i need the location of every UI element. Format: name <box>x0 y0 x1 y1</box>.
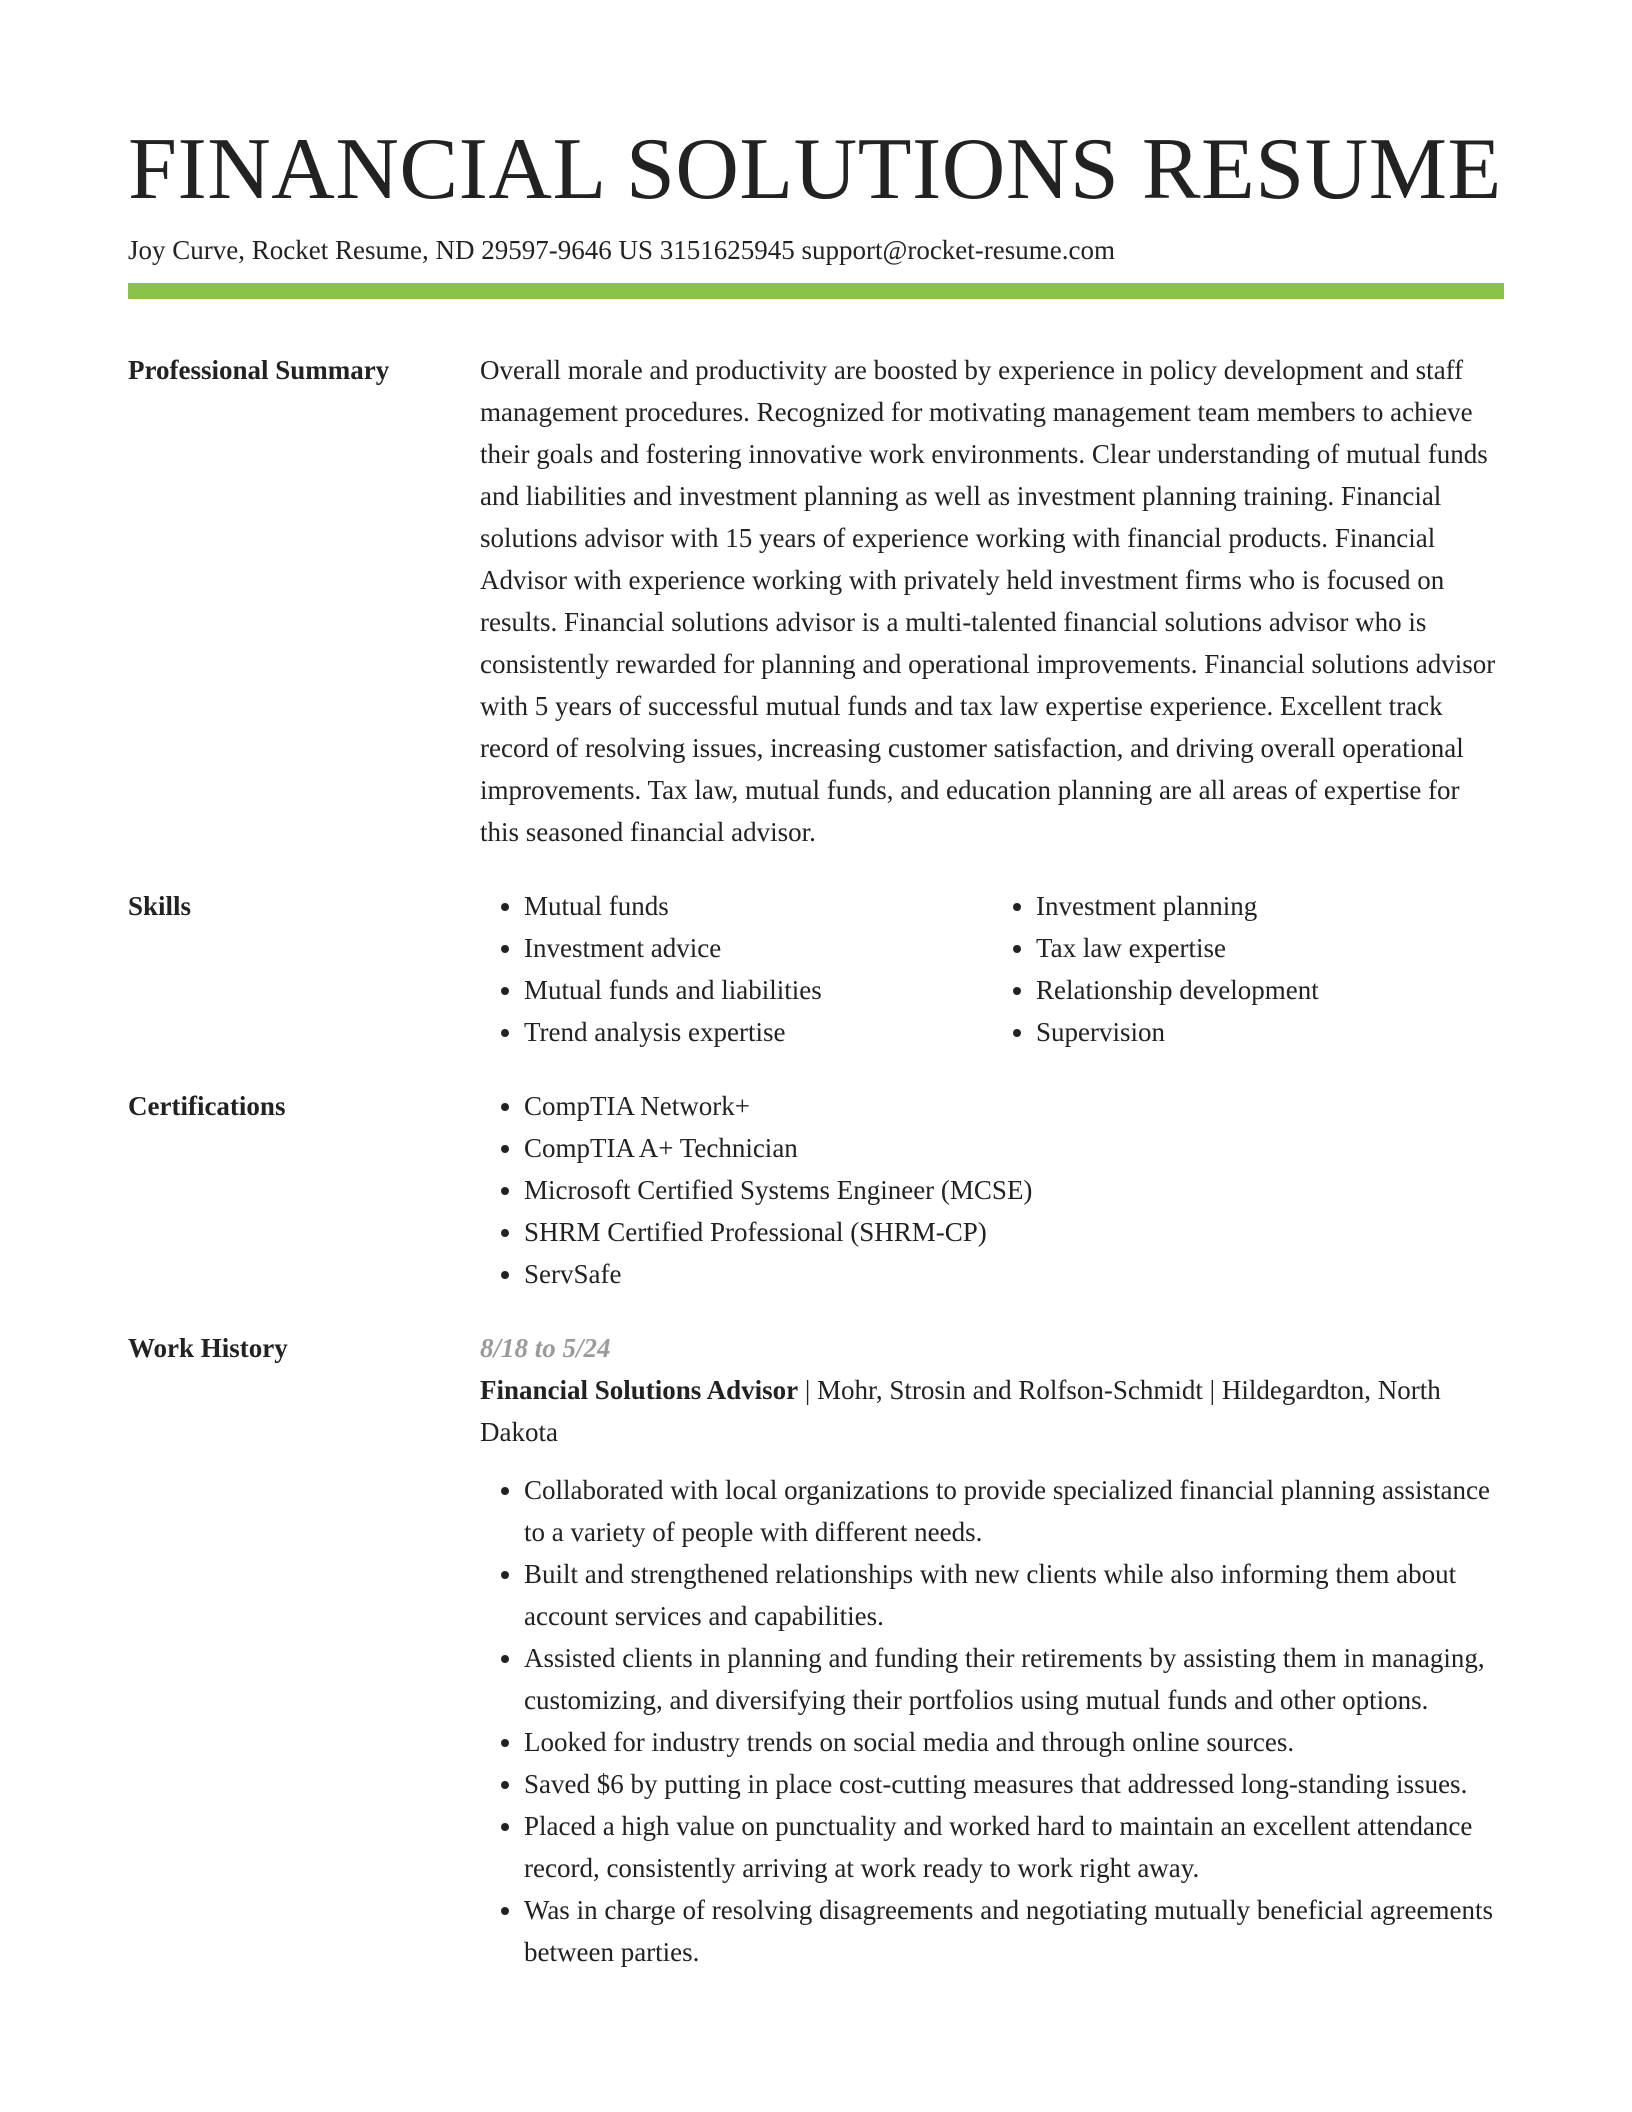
work-history-section <box>128 1327 1504 1973</box>
skills-list-left <box>480 885 992 1053</box>
contact-email: support@rocket-resume.com <box>801 235 1115 265</box>
skill-item: • Mutual funds <box>524 885 992 927</box>
summary-label: Professional Summary <box>128 355 390 385</box>
job-bullet: • Saved $6 by putting in place cost-cutting measures that addressed long-standing issues. <box>524 1763 1504 1805</box>
job-bullet: • Was in charge of resolving disagreements and negotiating mutually beneficial agreements between parties. <box>524 1889 1504 1973</box>
certification-item: • Microsoft Certified Systems Engineer (MCSE) <box>524 1169 1504 1211</box>
job-bullet: • Built and strengthened relationships with new clients while also informing them about account services and capabilities. <box>524 1553 1504 1637</box>
job-dates: 8/18 to 5/24 <box>480 1333 611 1363</box>
job-title: Financial Solutions Advisor <box>480 1375 799 1405</box>
work-history-label: Work History <box>128 1333 288 1363</box>
job-bullet: • Collaborated with local organizations to provide specialized financial planning assistance to a variety of people with different needs. <box>524 1469 1504 1553</box>
skill-item: • Tax law expertise <box>1036 927 1504 969</box>
certifications-label: Certifications <box>128 1091 286 1121</box>
job-bullet: • Assisted clients in planning and funding their retirements by assisting them in managing, customizing, and diversifying their portfolios using mutual funds and other options. <box>524 1637 1504 1721</box>
certification-item: • ServSafe <box>524 1253 1504 1295</box>
job-heading <box>480 1369 1504 1453</box>
skill-item: • Relationship development <box>1036 969 1504 1011</box>
skills-label: Skills <box>128 891 192 921</box>
contact-phone: 3151625945 <box>659 235 795 265</box>
contact-line <box>128 233 1504 267</box>
certification-item: • SHRM Certified Professional (SHRM-CP) <box>524 1211 1504 1253</box>
job-bullets <box>480 1469 1504 1973</box>
certifications-list <box>480 1085 1504 1295</box>
skill-item: • Supervision <box>1036 1011 1504 1053</box>
certifications-section <box>128 1085 1504 1295</box>
job-bullet: • Looked for industry trends on social media and through online sources. <box>524 1721 1504 1763</box>
resume-title: FINANCIAL SOLUTIONS RESUME <box>128 121 1502 218</box>
summary-section <box>128 349 1504 853</box>
job-details: | Mohr, Strosin and Rolfson-Schmidt | Hildegardton, North Dakota <box>480 1375 1441 1447</box>
skill-item: • Mutual funds and liabilities <box>524 969 992 1011</box>
contact-address: Rocket Resume, ND 29597-9646 US <box>251 235 653 265</box>
resume-page <box>128 0 1504 1973</box>
summary-text: Overall morale and productivity are boosted by experience in policy development and staff management procedures. Recognized for motivating management team members to achieve their goals and fostering innovative work environments. Clear understanding of mutual funds and liabilities and investment planning as well as investment planning training. Financial solutions advisor with 15 years of experience working with financial products. Financial Advisor with experience working with privately held investment firms who is focused on results. Financial solutions advisor is a multi-talented financial solutions advisor who is consistently rewarded for planning and operational improvements. Financial solutions advisor with 5 years of successful mutual funds and tax law expertise experience. Excellent track record of resolving issues, increasing customer satisfaction, and driving overall operational improvements. Tax law, mutual funds, and education planning are all areas of expertise for this seasoned financial advisor. <box>480 355 1496 847</box>
contact-name: Joy Curve, <box>128 235 245 265</box>
certification-item: • CompTIA Network+ <box>524 1085 1504 1127</box>
job-bullet: • Placed a high value on punctuality and worked hard to maintain an excellent attendance record, consistently arriving at work ready to work right away. <box>524 1805 1504 1889</box>
work-history-body <box>480 1327 1504 1973</box>
certifications-body <box>480 1085 1504 1295</box>
skills-body <box>480 885 1504 1053</box>
header-divider <box>128 283 1504 299</box>
skill-item: • Investment advice <box>524 927 992 969</box>
certification-item: • CompTIA A+ Technician <box>524 1127 1504 1169</box>
skills-list-right <box>992 885 1504 1053</box>
summary-body <box>480 349 1504 853</box>
skill-item: • Trend analysis expertise <box>524 1011 992 1053</box>
skills-section <box>128 885 1504 1053</box>
skill-item: • Investment planning <box>1036 885 1504 927</box>
